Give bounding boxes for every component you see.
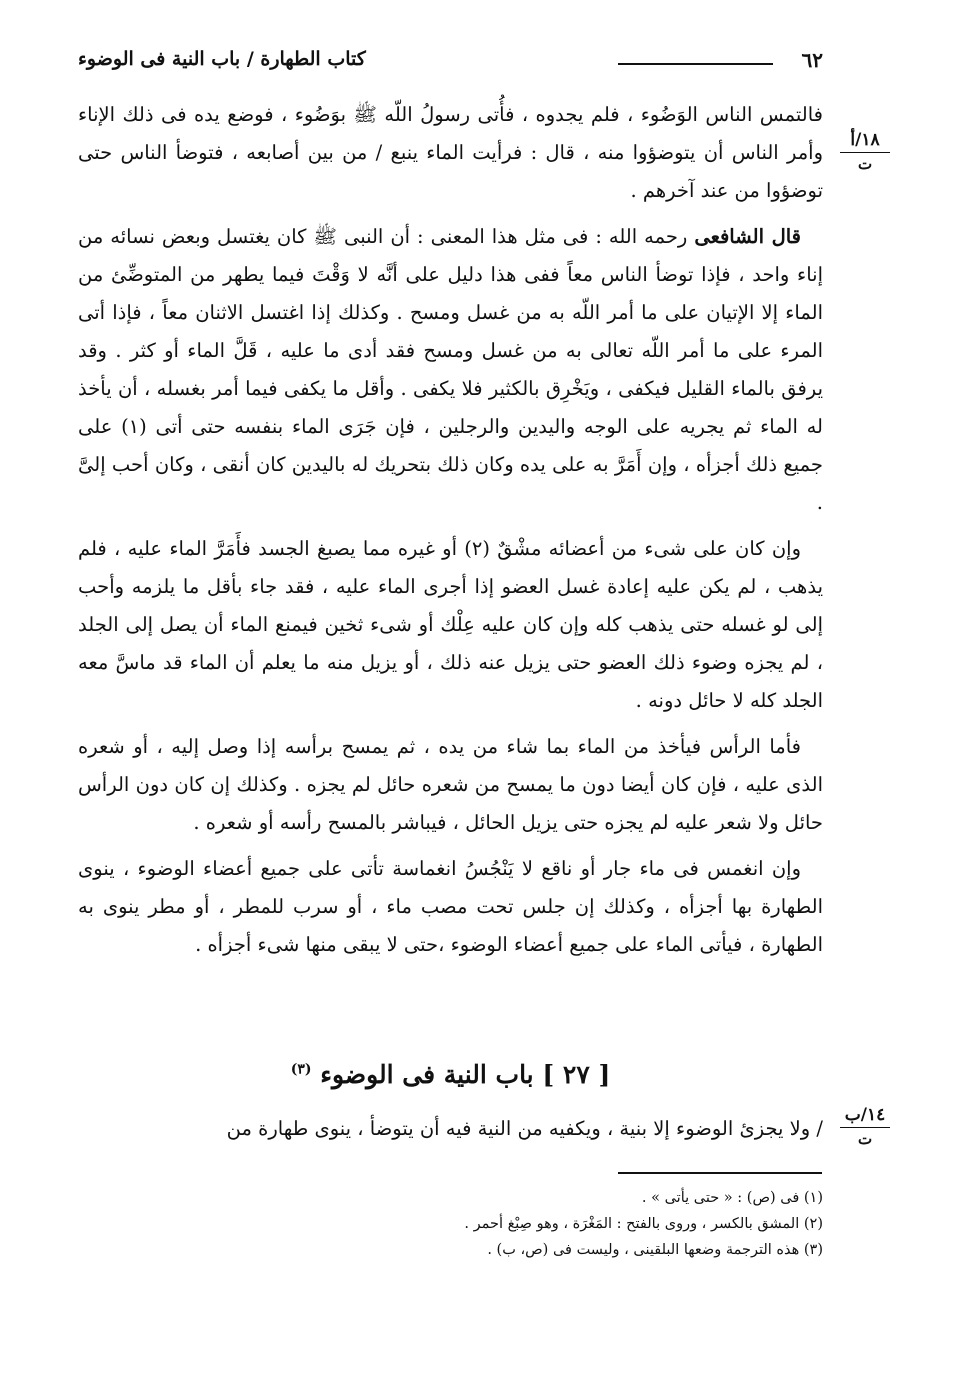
main-text xyxy=(78,96,823,972)
margin-note-siglum: ت xyxy=(857,1130,873,1148)
footnote-rule xyxy=(618,1172,822,1174)
paragraph-text: وإن كان على شىء من أعضائه مشْقٌ (٢) أو غيره مما يصبغ الجسد فأَمَرَّ الماء عليه ، فلم يذهب ، لم يكن عليه إعادة غسل العضو إذا أجرى الماء عليه ، فقد جاء بأقل ما يلزمه وأحب إلى لو غسله حتى يذهب كله وإن كان عليه عِلْك أو شىء ثخين فيمنع الماء أن يصل إلى الجلد ، لم يجزه وضوء ذلك العضو حتى يزيل عنه ذلك ، أو يزيل منه ما يعلم أن الماء قد ماسَّ معه الجلد كله لا حائل دونه . xyxy=(78,537,823,712)
paragraph xyxy=(78,1110,823,1148)
margin-note-siglum: ت xyxy=(857,155,873,173)
header-rule xyxy=(618,63,773,65)
running-header xyxy=(78,44,823,78)
paragraph xyxy=(78,728,823,842)
footnote: (٣) هذه الترجمة وضعها البلقينى ، وليست فى (ص، ب) . xyxy=(487,1242,823,1258)
footnotes xyxy=(420,1185,823,1263)
running-title: كتاب الطهارة / باب النية فى الوضوء xyxy=(78,48,366,70)
paragraph xyxy=(78,218,823,522)
margin-note-folio-1 xyxy=(840,130,890,174)
footnote-ref: (٣) xyxy=(290,1061,312,1078)
paragraph-text: وإن انغمس فى ماء جار أو ناقع لا يَنْجُسُ انغماسة تأتى على جميع أعضاء الوضوء ، ينوى الطهارة بها أجزأه ، وكذلك إن جلس تحت مصب ماء ، أو سرب للمطر ، أو مطر ينوى به الطهارة ، فيأتى الماء على جميع أعضاء الوضوء ،حتى لا يبقى منها شىء أجزأه . xyxy=(78,857,823,956)
footnote: (١) فى (ص) : « حتى يأتى » . xyxy=(641,1190,823,1206)
paragraph-lead: قال الشافعى xyxy=(694,225,801,248)
margin-note-folio: ١٨/أ xyxy=(840,130,890,153)
chapter-heading xyxy=(78,1060,823,1089)
footnote: (٢) المشق بالكسر ، وروى بالفتح : المَغْرَة ، وهو صِبْغ أحمر . xyxy=(464,1216,823,1232)
paragraph xyxy=(78,850,823,964)
margin-note-folio: ١٤/ب xyxy=(840,1105,890,1128)
paragraph-text: فأما الرأس فيأخذ من الماء بما شاء من يده ، ثم يمسح برأسه إذا وصل إليه ، أو شعره الذى عليه ، فإن كان أيضا دون ما يمسح من شعره حائل لم يجزه . وكذلك إن كان دون الرأس حائل ولا شعر عليه لم يجزه حتى يزيل الحائل ، فيباشر بالمسح رأسه أو شعره . xyxy=(78,735,823,834)
margin-note-folio-2 xyxy=(840,1105,890,1149)
page-number: ٦٢ xyxy=(801,48,823,72)
chapter-text xyxy=(78,1110,823,1156)
paragraph xyxy=(78,96,823,210)
chapter-title: [ ٢٧ ] باب النية فى الوضوء xyxy=(320,1060,611,1089)
paragraph-text: فالتمس الناس الوَضُوء ، فلم يجدوه ، فأُتى رسولُ اللّه ﷺ بوَضُوء ، فوضع يده فى ذلك الإناء وأمر الناس أن يتوضؤوا منه ، قال : فرأيت الماء ينبع / من بين أصابعه ، فتوضأ الناس حتى توضؤوا من عند آخرهم . xyxy=(78,103,823,202)
paragraph-text: / ولا يجزئ الوضوء إلا بنية ، ويكفيه من النية فيه أن يتوضأ ، ينوى طهارة من xyxy=(226,1117,823,1140)
paragraph xyxy=(78,530,823,720)
paragraph-text: رحمه الله : فى مثل هذا المعنى : أن النبى ﷺ كان يغتسل وبعض نسائه من إناء واحد ، فإذا توضأ الناس معاً ففى هذا دليل على أنَّه لا وَقْتَ فيما يطهر من المتوضِّئ من الماء إلا الإتيان على ما أمر اللّه به من غسل ومسح . وكذلك إذا اغتسل الاثنان معاً ، فإذا أتى المرء على ما أمر اللّه تعالى به من غسل ومسح فقد أدى ما عليه ، قَلَّ الماء أو كثر . وقد يرفق بالماء القليل فيكفى ، ويَخْرِق بالكثير فلا يكفى . وأقل ما يكفى فيما أمر بغسله ، أن يأخذ له الماء ثم يجريه على الوجه واليدين والرجلين ، فإن جَرَى الماء بنفسه حتى أتى (١) على جميع ذلك أجزأه ، وإن أَمَرَّ به على يده وكان ذلك بتحريك له باليدين كان أنقى ، وكان أحب إلىَّ . xyxy=(78,225,823,514)
